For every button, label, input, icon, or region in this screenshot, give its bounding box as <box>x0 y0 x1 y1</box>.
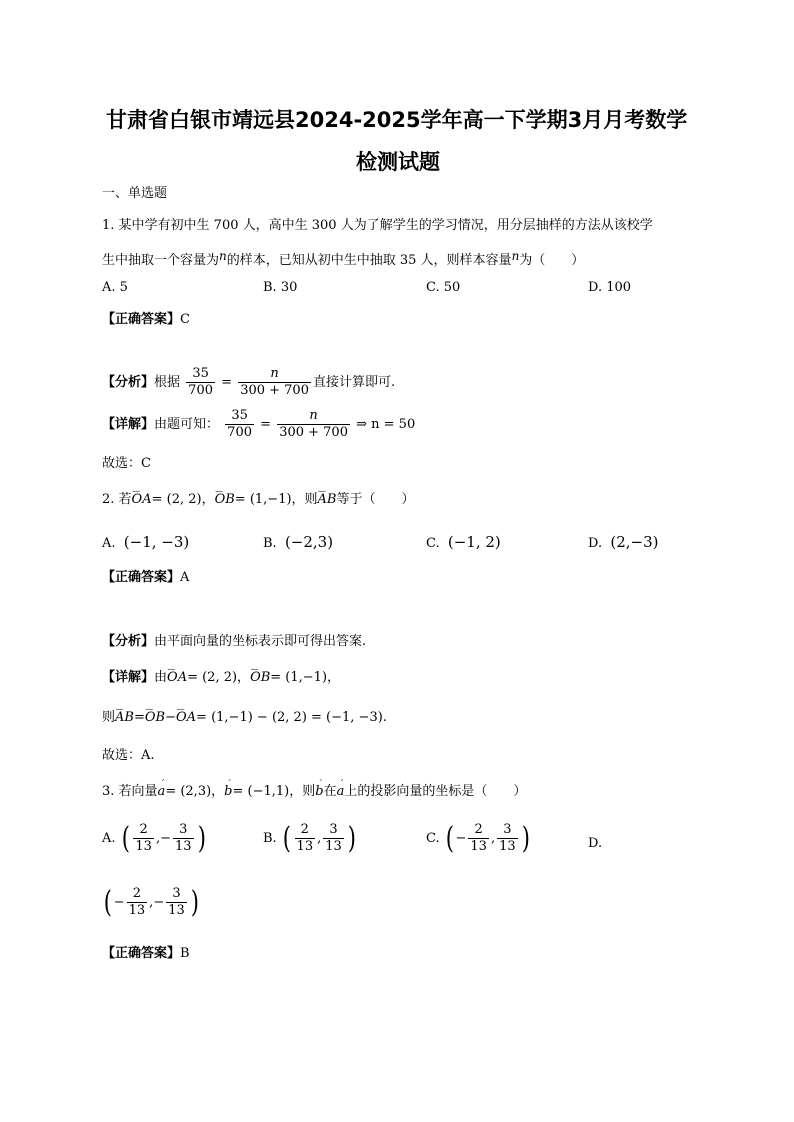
q2-option-d: D. (2,−3) <box>588 533 659 551</box>
doc-title-line2: 检测试题 <box>356 150 440 174</box>
vector-b: ˊ b <box>224 782 232 802</box>
q2-analysis: 【分析】由平面向量的坐标表示即可得出答案. <box>102 634 367 649</box>
q1-analysis: 【分析】根据 $\frac{35}{700}$ = $\frac{n}{300 + 700}$ 直接计算即可. <box>102 366 396 398</box>
q1-detail: 【详解】由题可知： $\frac{35}{700}$ = $\frac{n}{300 + 700}$ ⇒ n = 50 <box>102 408 416 440</box>
q1-stem-line2: 生中抽取一个容量为n的样本，已知从初中生中抽取 35 人，则样本容量n为（ ） <box>102 249 585 268</box>
q2-detail: 【详解】由⌣⌣ OA= (2, 2)，⌣⌣ OB= (1,−1)， <box>102 668 340 688</box>
q2-option-b: B. (−2,3) <box>263 533 334 551</box>
q2-detail-line2: 则⌣⌣ AB=⌣⌣ OB−⌣⌣ OA= (1,−1) − (2, 2) = (−1, −3). <box>102 708 387 728</box>
q3-option-a: A. ( $\frac{2}{13}$ ,− $\frac{3}{13}$ ) <box>102 820 206 856</box>
q3-option-d: ( − $\frac{2}{13}$ ,− $\frac{3}{13}$ ) <box>103 884 199 920</box>
vector-oa: ⌣⌣ OA <box>132 490 152 510</box>
vector-a: ˊ a <box>158 782 166 802</box>
q3-option-c: C. ( − $\frac{2}{13}$ , $\frac{3}{13}$ ) <box>426 820 530 856</box>
q1-option-d: D. 100 <box>588 280 632 295</box>
section-heading: 一、单选题 <box>102 186 168 201</box>
q1-analysis-frac2: $\frac{n}{300 + 700}$ <box>240 366 309 398</box>
q1-choose: 故选：C <box>102 456 151 471</box>
vector-ob: ⌣⌣ OB <box>215 490 235 510</box>
q1-answer: 【正确答案】C <box>102 312 190 327</box>
q2-option-a: A. (−1, −3) <box>102 533 190 551</box>
q1-option-c: C. 50 <box>426 280 461 295</box>
q1-analysis-frac1: $\frac{35}{700}$ <box>188 366 213 398</box>
q3-option-d-label: D. <box>588 836 603 851</box>
q2-answer: 【正确答案】A <box>102 570 190 585</box>
doc-title-line1: 甘肃省白银市靖远县2024-2025学年高一下学期3月月考数学 <box>106 108 688 132</box>
vector-ab: ⌣⌣ AB <box>318 490 337 510</box>
q2-choose: 故选：A. <box>102 748 155 763</box>
q2-stem: 2. 若⌣⌣ OA= (2, 2)，⌣⌣ OB= (1,−1)，则⌣⌣ AB等于（ ） <box>102 490 415 510</box>
q1-stem-line1: 1. 某中学有初中生 700 人，高中生 300 人为了解学生的学习情况，用分层抽样的方法从该校学 <box>102 218 653 233</box>
q3-answer: 【正确答案】B <box>102 946 190 961</box>
q1-option-a: A. 5 <box>102 280 128 295</box>
q3-option-b: B. ( $\frac{2}{13}$ , $\frac{3}{13}$ ) <box>263 820 356 856</box>
q1-detail-frac2: $\frac{n}{300 + 700}$ <box>279 408 348 440</box>
q1-option-b: B. 30 <box>263 280 298 295</box>
q2-option-c: C. (−1, 2) <box>426 533 501 551</box>
q1-detail-frac1: $\frac{35}{700}$ <box>227 408 252 440</box>
q3-stem: 3. 若向量ˊ a= (2,3)，ˊ b= (−1,1)，则ˊ b在ˊ a上的投影向量的坐标是（ ） <box>102 782 526 802</box>
